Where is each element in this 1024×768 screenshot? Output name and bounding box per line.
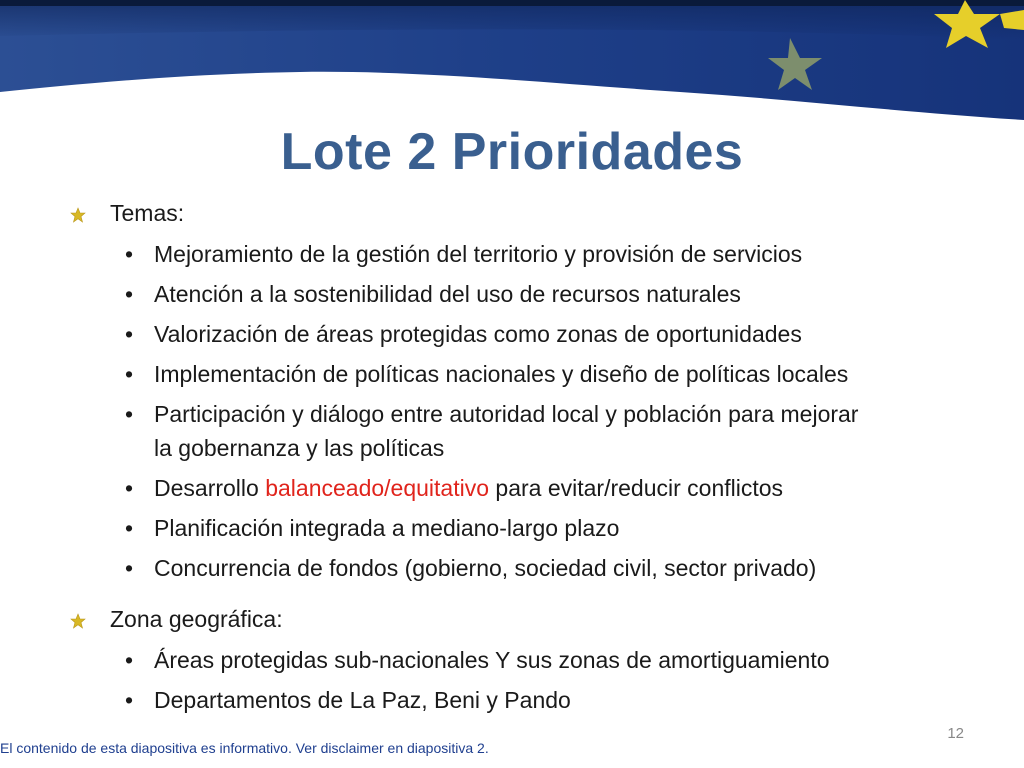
highlight-text: balanceado/equitativo xyxy=(265,475,490,501)
list-item-text: Mejoramiento de la gestión del territorio y provisión de servicios xyxy=(154,241,803,267)
bullet-dot-icon: • xyxy=(125,321,134,347)
list-item xyxy=(70,317,990,351)
list-item-text: Implementación de políticas nacionales y diseño de políticas locales xyxy=(154,361,849,387)
bullet-dot-icon: • xyxy=(125,555,134,581)
bullet-dot-icon: • xyxy=(125,361,134,387)
bullet-dot-icon: • xyxy=(125,401,134,427)
section-heading-label: Temas: xyxy=(110,200,185,226)
list-item-text: Departamentos de La Paz, Beni y Pando xyxy=(154,687,571,713)
section-heading-zona xyxy=(70,601,990,637)
slide-title: Lote 2 Prioridades xyxy=(280,123,744,181)
list-item xyxy=(70,683,990,717)
section-heading-label: Zona geográfica: xyxy=(110,606,283,632)
header-banner xyxy=(0,0,1024,130)
list-item-text: Participación y diálogo entre autoridad local y población para mejorar la gobernanza y las políticas xyxy=(154,401,859,461)
list-item xyxy=(70,357,990,391)
bullet-dot-icon: • xyxy=(125,647,134,673)
list-item xyxy=(70,643,990,677)
list-item-text-after: para evitar/reducir conflictos xyxy=(489,475,784,501)
slide-number: 12 xyxy=(947,725,964,742)
list-item-text: Áreas protegidas sub-nacionales Y sus zonas de amortiguamiento xyxy=(154,647,830,673)
bullet-dot-icon: • xyxy=(125,241,134,267)
disclaimer-footer: El contenido de esta diapositiva es informativo. Ver disclaimer en diapositiva 2. xyxy=(0,740,489,756)
bullet-dot-icon: • xyxy=(125,281,134,307)
star-icon xyxy=(70,207,86,223)
section-heading-temas xyxy=(70,195,990,231)
list-item xyxy=(70,237,990,271)
list-item xyxy=(70,277,990,311)
list-item-text: Atención a la sostenibilidad del uso de recursos naturales xyxy=(154,281,741,307)
list-item-text: Concurrencia de fondos (gobierno, sociedad civil, sector privado) xyxy=(154,555,817,581)
list-item xyxy=(70,551,990,585)
star-icon xyxy=(70,613,86,629)
list-item-text: Valorización de áreas protegidas como zonas de oportunidades xyxy=(154,321,802,347)
list-item xyxy=(70,397,874,465)
list-item xyxy=(70,511,990,545)
bullet-dot-icon: • xyxy=(125,475,134,501)
list-item-text-before: Desarrollo xyxy=(154,475,266,501)
slide-body xyxy=(70,195,990,717)
list-item xyxy=(70,471,990,505)
bullet-dot-icon: • xyxy=(125,515,134,541)
list-item-text: Planificación integrada a mediano-largo plazo xyxy=(154,515,620,541)
bullet-dot-icon: • xyxy=(125,687,134,713)
